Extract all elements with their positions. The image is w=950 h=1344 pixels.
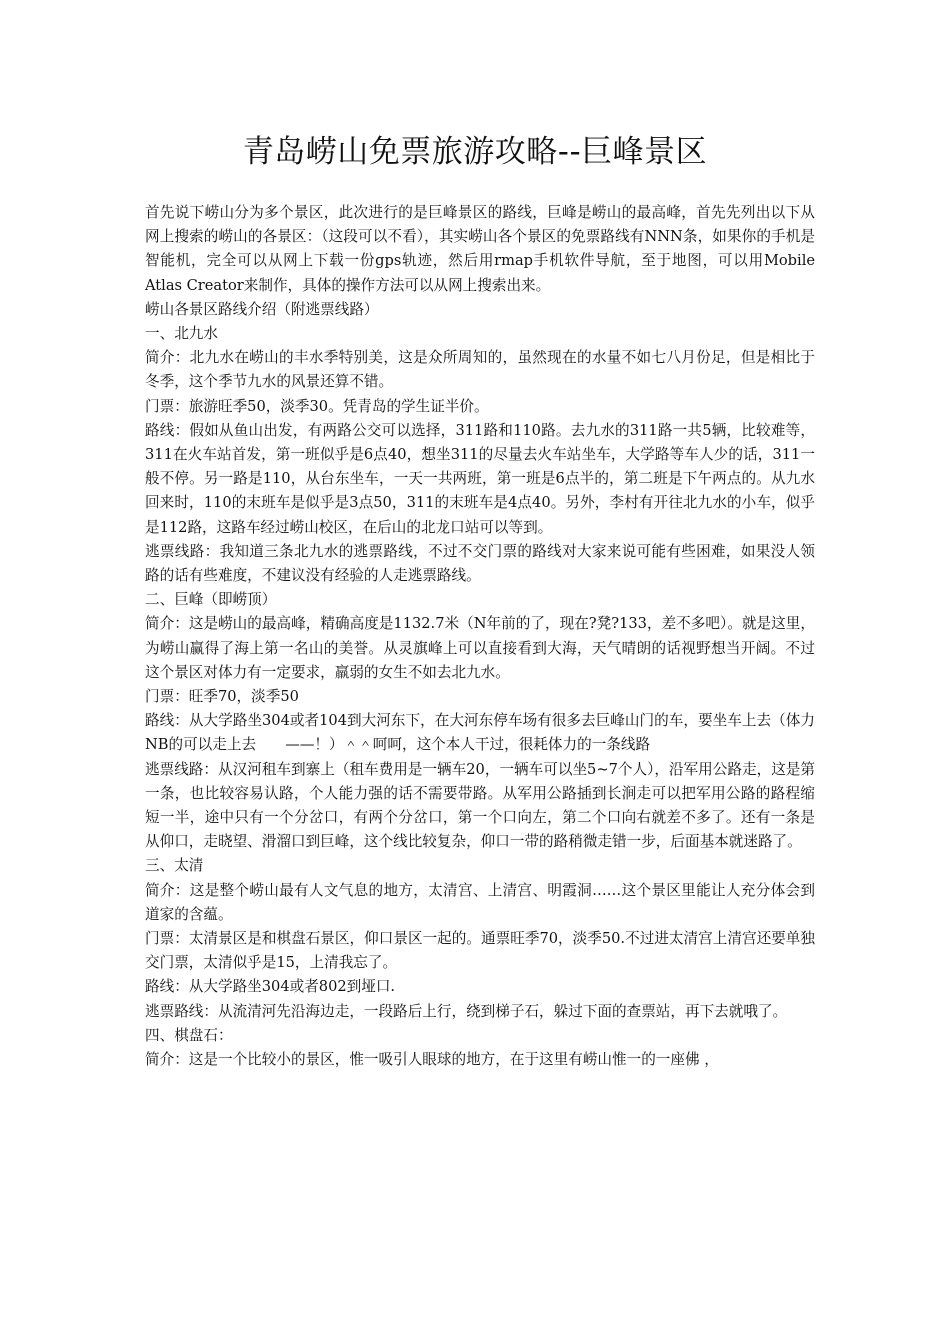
paragraph-beijiushui-route: 路线：假如从鱼山出发，有两路公交可以选择，311路和110路。去九水的311路一共5辆，比较难等，311在火车站首发，第一班似乎是6点40，想坐311的尽量去火车站坐车，大学路等车人少的话，311一般不停。另一路是110，从台东坐车，一天一共两班，第一班是6点半的，第二班是下午两点的。从九水回来时，110的末班车是似乎是3点50，311的末班车是4点40。另外，李村有开往北九水的小车，似乎是112路，这路车经过崂山校区，在后山的北龙口站可以等到。 [145,421,815,536]
paragraph-jufeng-escape: 逃票线路：从汉河租车到寨上（租车费用是一辆车20，一辆车可以坐5~7个人），沿军用公路走，这是第一条，也比较容易认路，个人能力强的话不需要带路。从军用公路插到长涧走可以把军用公路的路程缩短一半，途中只有一个分岔口，有两个分岔口，第一个口向左，第二个口向右就差不多了。还有一条是从仰口，走晓望、滑溜口到巨峰，这个线比较复杂，仰口一带的路稍微走错一步，后面基本就迷路了。 [145,760,815,851]
section-heading-beijiushui: 一、北九水 [145,325,218,342]
section-heading-overview: 崂山各景区路线介绍（附逃票线路） [145,300,379,318]
paragraph-beijiushui-ticket: 门票：旅游旺季50，淡季30。凭青岛的学生证半价。 [145,397,489,415]
paragraph-jufeng-route: 路线：从大学路坐304或者104到大河东下，在大河东停车场有很多去巨峰山门的车，要坐车上去（体力NB的可以走上去 ——！）＾＾呵呵，这个本人干过，很耗体力的一条线路 [145,712,815,754]
paragraph-intro: 首先说下崂山分为多个景区，此次进行的是巨峰景区的路线，巨峰是崂山的最高峰，首先先列出以下从网上搜索的崂山的各景区：（这段可以不看），其实崂山各个景区的免票路线有NNN条，如果你的手机是智能机，完全可以从网上下载一份gps轨迹，然后用rmap手机软件导航，至于地图，可以用Mobile Atlas Creator来制作，具体的操作方法可以从网上搜索出来。 [145,204,815,294]
paragraph-taiqing-ticket: 门票：太清景区是和棋盘石景区，仰口景区一起的。通票旺季70，淡季50.不过进太清宫上清宫还要单独交门票，太清似乎是15，上清我忘了。 [145,930,815,972]
page-title: 青岛崂山免票旅游攻略--巨峰景区 [242,134,708,170]
paragraph-jufeng-intro: 简介：这是崂山的最高峰，精确高度是1132.7米（N年前的了，现在?凳?133，差不多吧）。就是这里，为崂山赢得了海上第一名山的美誉。从灵旗峰上可以直接看到大海，天气晴朗的话视野想当开阔。不过这个景区对体力有一定要求，羸弱的女生不如去北九水。 [145,615,815,681]
section-heading-taiqing: 三、太清 [145,857,204,875]
paragraph-jufeng-ticket: 门票：旺季70，淡季50 [145,688,299,705]
document-body [145,201,815,1072]
paragraph-qipanshi-intro: 简介：这是一个比较小的景区，惟一吸引人眼球的地方，在于这里有崂山惟一的一座佛 ， [145,1050,719,1068]
paragraph-taiqing-escape: 逃票路线：从流清河先沿海边走，一段路后上行，绕到梯子石，躲过下面的查票站，再下去就哦了。 [145,1002,788,1020]
section-heading-jufeng: 二、巨峰（即崂顶） [145,591,277,609]
paragraph-taiqing-intro: 简介：这是整个崂山最有人文气息的地方，太清宫、上清宫、明霞洞……这个景区里能让人充分体会到道家的含蕴。 [145,881,815,923]
paragraph-taiqing-route: 路线：从大学路坐304或者802到垭口. [145,978,396,996]
section-heading-qipanshi: 四、棋盘石： [145,1026,233,1044]
paragraph-beijiushui-escape: 逃票线路：我知道三条北九水的逃票路线，不过不交门票的路线对大家来说可能有些困难，如果没人领路的话有些难度，不建议没有经验的人走逃票路线。 [145,542,815,584]
paragraph-beijiushui-intro: 简介：北九水在崂山的丰水季特别美，这是众所周知的，虽然现在的水量不如七八月份足，但是相比于冬季，这个季节九水的风景还算不错。 [145,349,815,391]
